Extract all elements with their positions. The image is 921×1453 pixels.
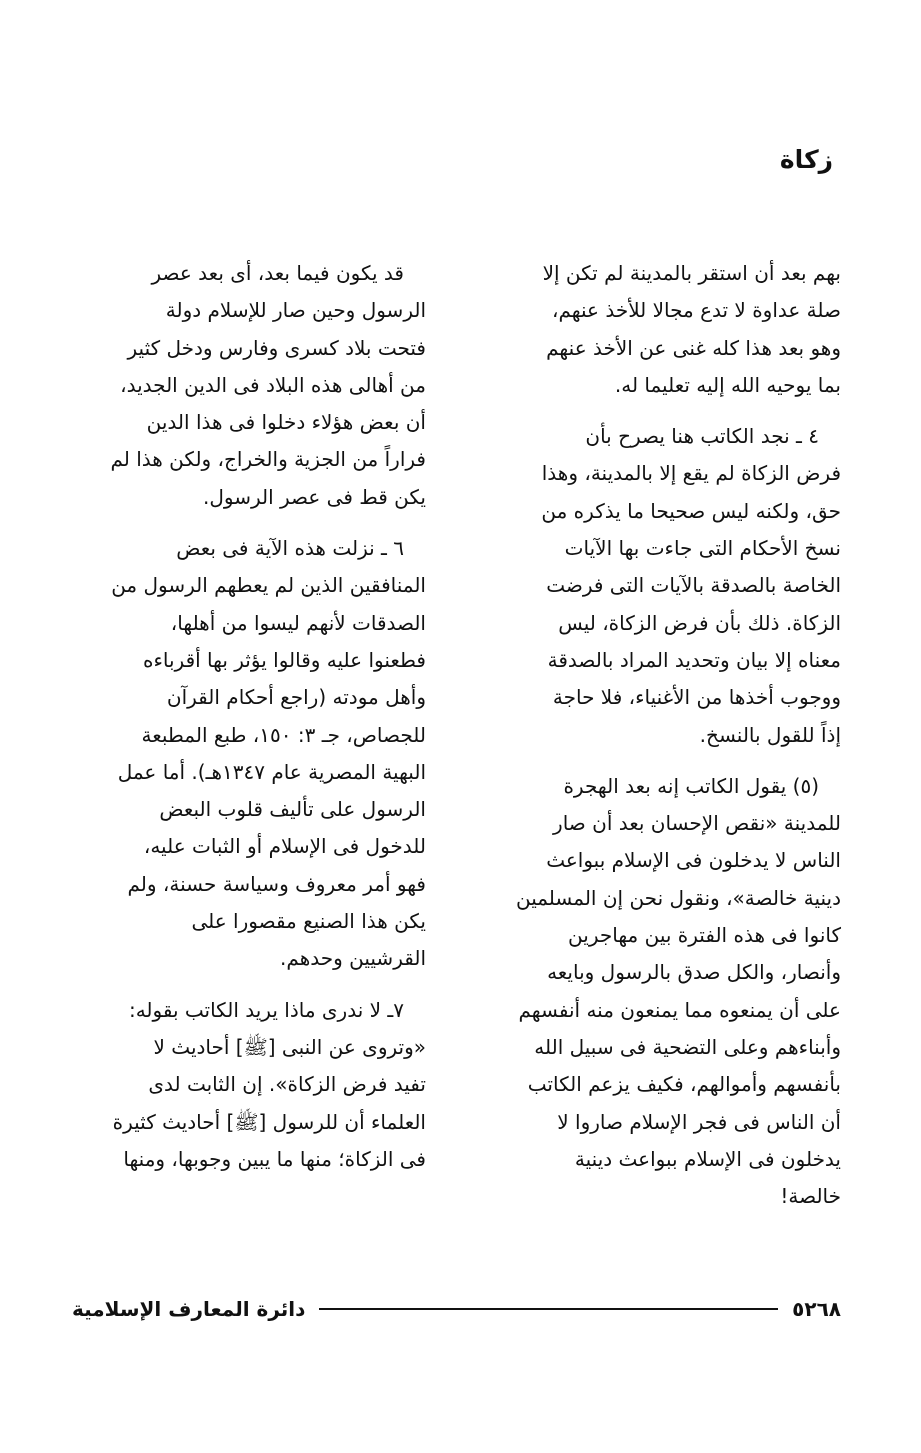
page-footer bbox=[72, 1294, 841, 1324]
text-column-right bbox=[481, 255, 841, 1215]
paragraph: ٤ ـ نجد الكاتب هنا يصرح بأن فرض الزكاة لم يقع إلا بالمدينة، وهذا حق، ولكنه ليس صحيحا ما يذكره من نسخ الأحكام التى جاءت بها الآيات الخاصة بالصدقة بالآيات التى فرضت الزكاة. ذلك بأن فرض الزكاة، ليس معناه إلا بيان وتحديد المراد بالصدقة ووجوب أخذها من الأغنياء، فلا حاجة إذاً للقول بالنسخ. bbox=[541, 424, 841, 747]
text-column-left bbox=[66, 255, 426, 1178]
paragraph: قد يكون فيما بعد، أى بعد عصر الرسول وحين صار للإسلام دولة فتحت بلاد كسرى وفارس ودخل كثير من أهالى هذه البلاد فى الدين الجديد، أن بعض هؤلاء دخلوا فى هذا الدين فراراً من الجزية والخراج، ولكن هذا لم يكن قط فى عصر الرسول. bbox=[110, 261, 426, 509]
running-head: زكاة bbox=[779, 145, 833, 174]
footer-rule bbox=[319, 1308, 778, 1310]
paragraph: بهم بعد أن استقر بالمدينة لم تكن إلا صلة عداوة لا تدع مجالا للأخذ عنهم، وهو بعد هذا كله غنى عن الأخذ عنهم بما يوحيه الله إليه تعليما له. bbox=[542, 261, 841, 397]
paragraph: (٥) يقول الكاتب إنه بعد الهجرة للمدينة «نقص الإحسان بعد أن صار الناس لا يدخلون فى الإسلام ببواعث دينية خالصة»، ونقول نحن إن المسلمين كانوا فى هذه الفترة بين مهاجرين وأنصار، والكل صدق بالرسول وبايعه على أن يمنعوه مما يمنعون منه أنفسهم وأبناءهم وعلى التضحية فى سبيل الله بأنفسهم وأموالهم، فكيف يزعم الكاتب أن الناس فى فجر الإسلام صاروا لا يدخلون فى الإسلام ببواعث دينية خالصة! bbox=[515, 773, 841, 1209]
paragraph: ٧ـ لا ندرى ماذا يريد الكاتب بقوله: «وتروى عن النبى [ﷺ] أحاديث لا تفيد فرض الزكاة». إن الثابت لدى العلماء أن للرسول [ﷺ] أحاديث كثيرة فى الزكاة؛ منها ما يبين وجوبها، ومنها bbox=[112, 997, 426, 1171]
publication-title: دائرة المعارف الإسلامية bbox=[72, 1297, 306, 1321]
paragraph: ٦ ـ نزلت هذه الآية فى بعض المنافقين الذين لم يعطهم الرسول من الصدقات لأنهم ليسوا من أهلها، فطعنوا عليه وقالوا يؤثر بها أقرباءه وأهل مودته (راجع أحكام القرآن للجصاص، جـ ٣: ١٥٠، طبع المطبعة البهية المصرية عام ١٣٤٧هـ). أما عمل الرسول على تأليف قلوب البعض للدخول فى الإسلام أو الثبات عليه، فهو أمر معروف وسياسة حسنة، ولم يكن هذا الصنيع مقصورا على القرشيين وحدهم. bbox=[111, 536, 426, 971]
page-number: ٥٢٦٨ bbox=[792, 1297, 841, 1321]
